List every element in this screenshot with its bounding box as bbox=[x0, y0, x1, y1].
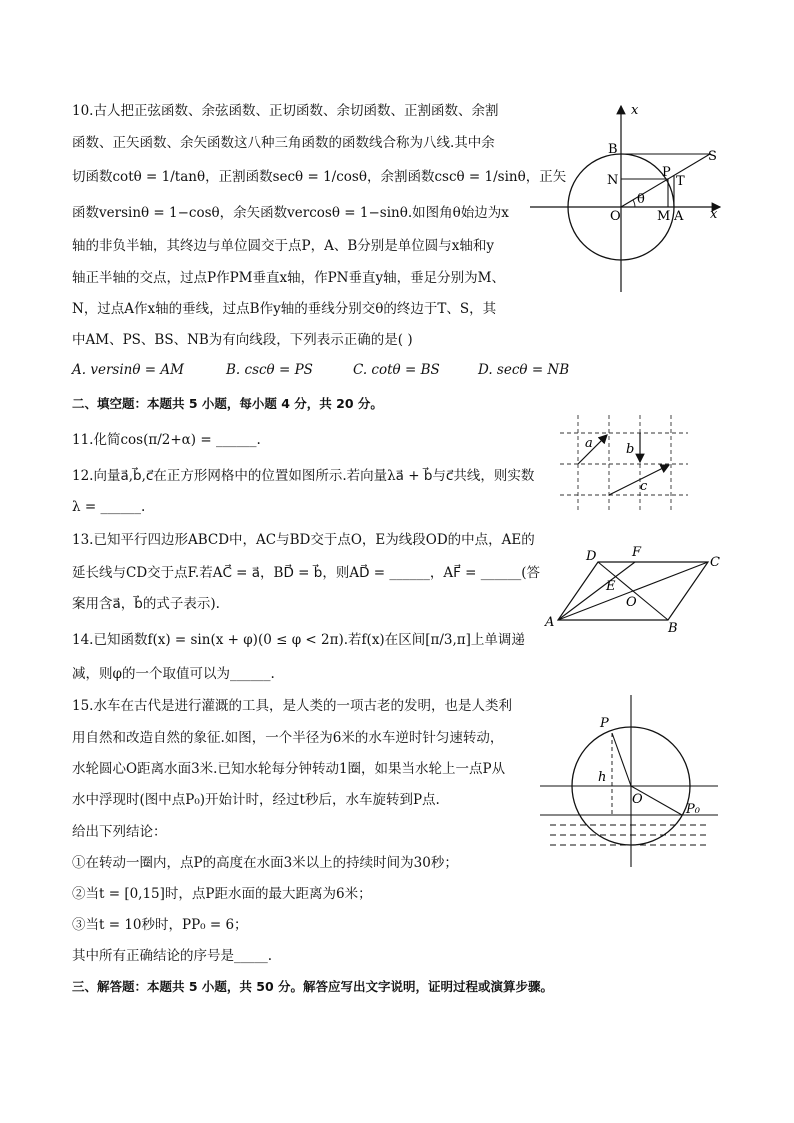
q10-line-5: 轴的非负半轴，其终边与单位圆交于点P，A、B分别是单位圆与x轴和y bbox=[72, 238, 494, 254]
q10-label-theta: θ bbox=[637, 192, 645, 207]
q15-label-p: P bbox=[600, 716, 609, 731]
q10-label-t: T bbox=[676, 174, 685, 189]
q15-conclusion-1: ①在转动一圈内，点P的高度在水面3米以上的持续时间为30秒； bbox=[72, 855, 458, 871]
q11-line: 11.化简cos(π/2+α) = ______. bbox=[72, 432, 261, 448]
q15-line-2: 用自然和改造自然的象征.如图，一个半径为6米的水车逆时针匀速转动， bbox=[72, 730, 504, 746]
q10-line-6: 轴正半轴的交点，过点P作PM垂直x轴，作PN垂直y轴，垂足分别为M、 bbox=[72, 270, 505, 286]
section-3-heading: 三、解答题：本题共 5 小题，共 50 分。解答应写出文字说明，证明过程或演算步骤。 bbox=[72, 979, 554, 994]
q10-label-p: P bbox=[662, 165, 671, 180]
q15-line-5: 给出下列结论： bbox=[72, 824, 167, 840]
q10-label-a: A bbox=[674, 209, 684, 224]
q14-line-1: 14.已知函数f(x) = sin(x + φ)(0 ≤ φ < 2π).若f(x)在区间[π/3,π]上单调递 bbox=[72, 632, 525, 648]
q15-waterwheel-figure bbox=[540, 695, 720, 870]
q13-label-d: D bbox=[586, 549, 597, 564]
q10-unit-circle-figure bbox=[520, 100, 740, 300]
q15-line-4: 水中浮现时(图中点P₀)开始计时，经过t秒后，水车旋转到P点. bbox=[72, 792, 440, 808]
q10-label-o: O bbox=[610, 209, 621, 224]
q12-label-b: b bbox=[626, 442, 635, 457]
q13-label-e: E bbox=[606, 579, 616, 594]
q13-label-b: B bbox=[668, 621, 678, 636]
q15-line-1: 15.水车在古代是进行灌溉的工具，是人类的一项古老的发明，也是人类利 bbox=[72, 698, 512, 714]
q10-line-4: 函数versinθ = 1−cosθ，余矢函数vercosθ = 1−sinθ.如图角θ始边为x bbox=[72, 205, 509, 221]
q13-line-1: 13.已知平行四边形ABCD中，AC与BD交于点O，E为线段OD的中点，AE的 bbox=[72, 532, 535, 548]
q15-label-o: O bbox=[632, 792, 643, 807]
q13-label-f: F bbox=[632, 545, 642, 560]
q10-line-3: 切函数cotθ = 1/tanθ，正割函数secθ = 1/cosθ，余割函数cscθ = 1/sinθ，正矢 bbox=[72, 169, 567, 185]
q15-label-p0: P₀ bbox=[686, 802, 700, 817]
q10-line-1: 10.古人把正弦函数、余弦函数、正切函数、余切函数、正割函数、余割 bbox=[72, 103, 499, 119]
q10-label-b: B bbox=[608, 142, 618, 157]
q10-label-x-top: x bbox=[631, 103, 639, 118]
q12-vector-grid-figure bbox=[560, 415, 690, 515]
q13-label-o: O bbox=[626, 595, 637, 610]
q10-label-m: M bbox=[657, 209, 671, 224]
q10-option-d: D. secθ = NB bbox=[478, 362, 570, 378]
q15-label-h: h bbox=[598, 770, 607, 785]
q15-conclusion-2: ②当t = [0,15]时，点P距水面的最大距离为6米； bbox=[72, 886, 372, 902]
q10-option-b: B. cscθ = PS bbox=[226, 362, 313, 378]
q15-line-3: 水轮圆心O距离水面3米.已知水轮每分钟转动1圈，如果当水轮上一点P从 bbox=[72, 761, 506, 777]
q10-line-8: 中AM、PS、BS、NB为有向线段，下列表示正确的是( ) bbox=[72, 332, 413, 348]
section-2-heading: 二、填空题：本题共 5 小题，每小题 4 分，共 20 分。 bbox=[72, 396, 383, 411]
q10-line-7: N，过点A作x轴的垂线，过点B作y轴的垂线分别交θ的终边于T、S，其 bbox=[72, 301, 497, 317]
q13-label-a: A bbox=[545, 615, 555, 630]
q10-label-x-right: x bbox=[710, 207, 718, 222]
q15-conclusion-3: ③当t = 10秒时，PP₀ = 6； bbox=[72, 917, 248, 933]
q13-line-2: 延长线与CD交于点F.若AC⃗ = a⃗，BD⃗ = b⃗，则AD⃗ = ______，AF⃗ = ______(答 bbox=[72, 565, 541, 581]
q12-label-a: a bbox=[585, 436, 593, 451]
q10-label-n: N bbox=[607, 173, 619, 188]
q14-line-2: 减，则φ的一个取值可以为______. bbox=[72, 666, 275, 682]
q10-option-c: C. cotθ = BS bbox=[353, 362, 440, 378]
q13-label-c: C bbox=[710, 555, 720, 570]
q13-parallelogram-figure bbox=[540, 540, 740, 640]
q12-line-2: λ = ______. bbox=[72, 499, 146, 515]
q10-label-s: S bbox=[708, 149, 717, 164]
q10-line-2: 函数、正矢函数、余矢函数这八种三角函数的函数线合称为八线.其中余 bbox=[72, 135, 495, 151]
q15-line-final: 其中所有正确结论的序号是_____. bbox=[72, 948, 273, 964]
q12-line-1: 12.向量a⃗,b⃗,c⃗在正方形网格中的位置如图所示.若向量λa⃗ + b⃗与c⃗共线，则实数 bbox=[72, 468, 535, 484]
q13-line-3: 案用含a⃗，b⃗的式子表示). bbox=[72, 596, 220, 612]
q10-option-a: A. versinθ = AM bbox=[72, 362, 184, 378]
q12-label-c: c bbox=[640, 479, 648, 494]
